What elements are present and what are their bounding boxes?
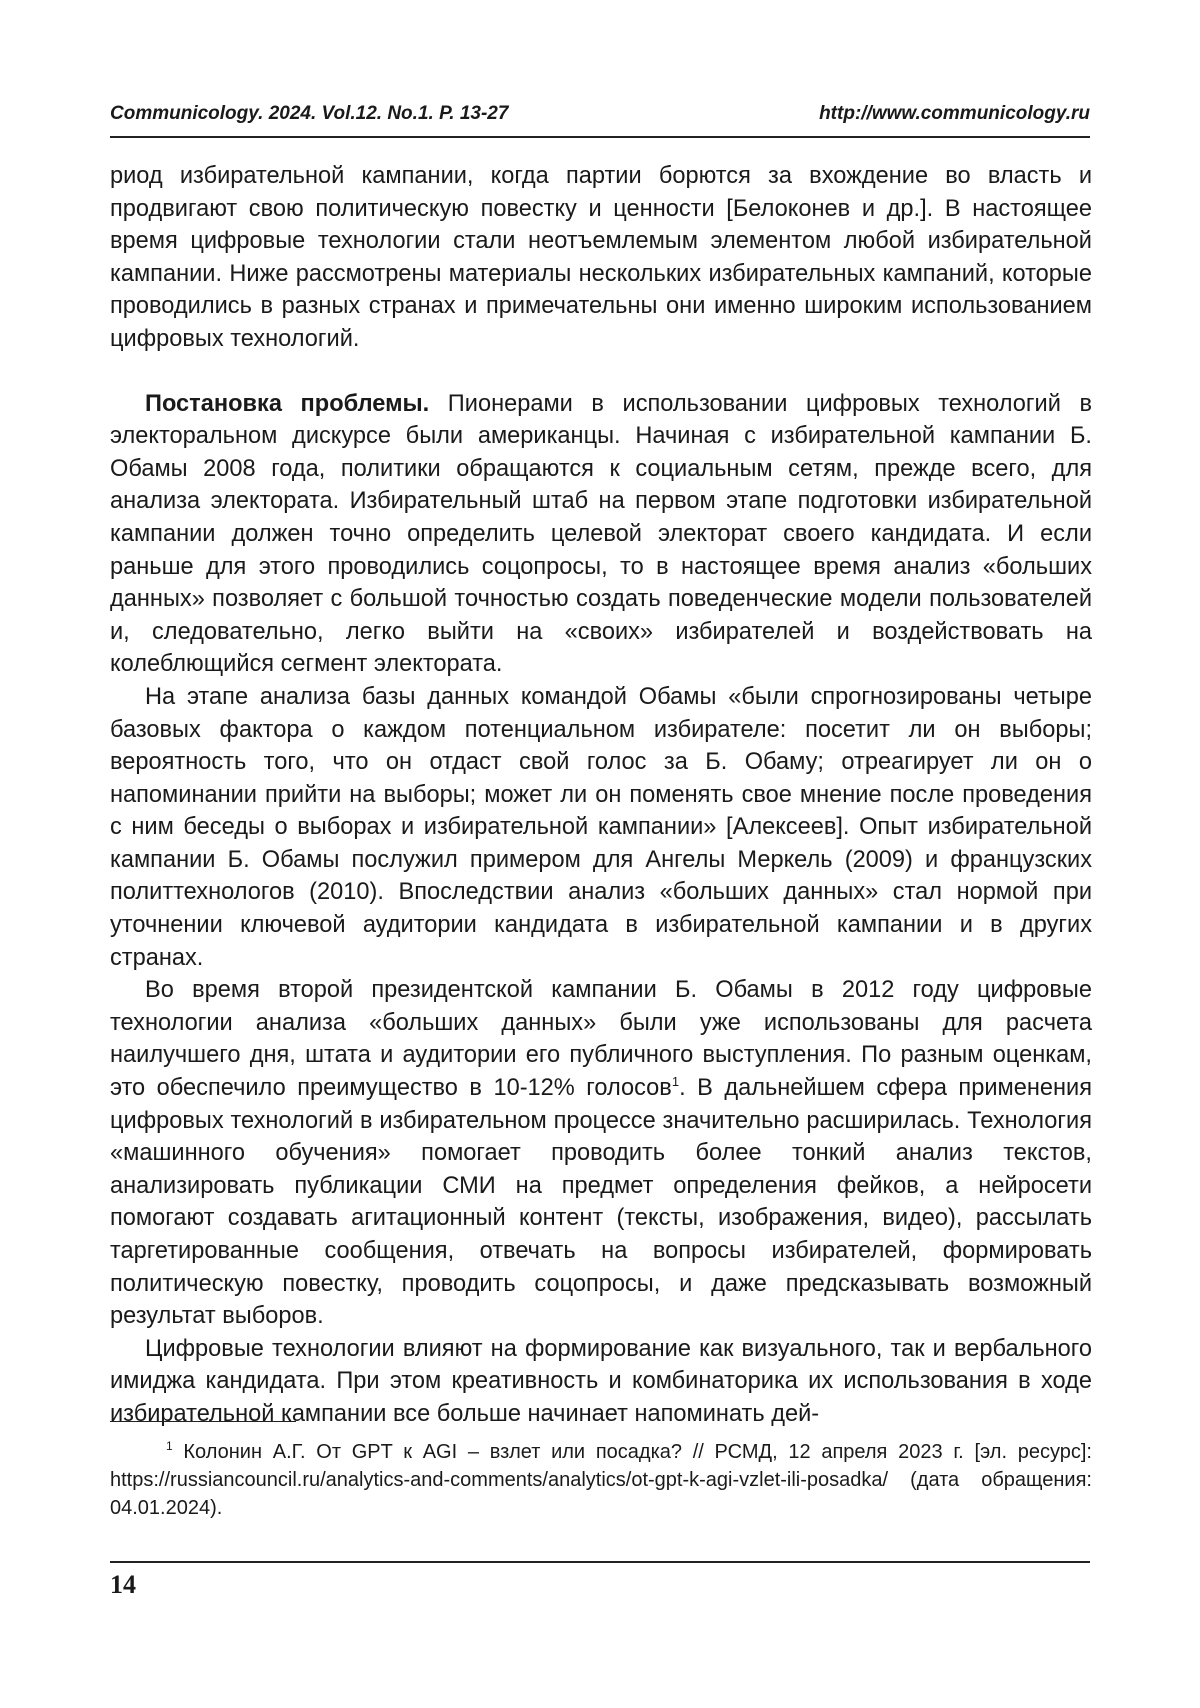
paragraph-2 xyxy=(110,388,1092,681)
journal-reference: Communicology. 2024. Vol.12. No.1. P. 13-27 xyxy=(110,103,509,124)
paragraph-4 xyxy=(110,974,1092,1333)
journal-url: http://www.communicology.ru xyxy=(819,103,1090,124)
running-header xyxy=(110,103,1090,133)
section-heading: Постановка проблемы. xyxy=(145,390,430,417)
header-divider xyxy=(110,136,1090,138)
paragraph-4-text-start: Во время второй президентской кампании Б. Обамы в 2012 году цифровые технологии анализа «больших данных» были уже использованы для расчета наилучшего дня, штата и аудитории его публичного выступления. По разным оценкам, это обеспечило преимущество в 10-12% голосов xyxy=(110,977,1092,1102)
footer-divider xyxy=(110,1561,1090,1563)
footnote-divider xyxy=(110,1421,296,1422)
footnote xyxy=(110,1438,1092,1522)
paragraph-1: риод избирательной кампании, когда партии борются за вхождение во власть и продвигают свою политическую повестку и ценности [Белоконев и др.]. В настоящее время цифровые технологии стали неотъемлемым элементом любой избирательной кампании. Ниже рассмотрены материалы нескольких избирательных кампаний, которые проводились в разных странах и примечательны они именно широким использованием цифровых технологий. xyxy=(110,163,1092,352)
article-body xyxy=(110,160,1092,1431)
paragraph-gap xyxy=(110,356,1092,388)
paragraph-5: Цифровые технологии влияют на формирование как визуального, так и вербального имиджа кандидата. При этом креативность и комбинаторика их использования в ходе избирательной кампании все больше начинает напоминать дей- xyxy=(110,1335,1092,1427)
footnote-reference[interactable]: 1 xyxy=(671,1074,680,1090)
footnote-marker: 1 xyxy=(166,1439,173,1453)
paragraph-2-text: Пионерами в использовании цифровых технологий в электоральном дискурсе были американцы. Начиная с избирательной кампании Б. Обамы 2008 года, политики обращаются к социальным сетям, прежде всего, для анализа электората. Избирательный штаб на первом этапе подготовки избирательной кампании должен точно определить целевой электорат своего кандидата. И если раньше для этого проводились соцопросы, то в настоящее время анализ «больших данных» позволяет с большой точностью создать поведенческие модели пользователей и, следовательно, легко выйти на «своих» избирателей и воздействовать на колеблющийся сегмент электората. xyxy=(110,390,1092,678)
paragraph-3: На этапе анализа базы данных командой Обамы «были спрогнозированы четыре базовых фактора о каждом потенциальном избирателе: посетит ли он выборы; вероятность того, что он отдаст свой голос за Б. Обаму; отреагирует ли он о напоминании прийти на выборы; может ли он поменять свое мнение после проведения с ним беседы о выборах и избирательной кампании» [Алексеев]. Опыт избирательной кампании Б. Обамы послужил примером для Ангелы Меркель (2009) и французских политтехнологов (2010). Впоследствии анализ «больших данных» стал нормой при уточнении ключевой аудитории кандидата в избирательной кампании и в других странах. xyxy=(110,683,1092,971)
paragraph-4-text-end: . В дальнейшем сфера применения цифровых технологий в избирательном процессе значительно расширилась. Технология «машинного обучения» помогает проводить более тонкий анализ текстов, анализировать публикации СМИ на предмет определения фейков, а нейросети помогают создавать агитационный контент (тексты, изображения, видео), рассылать таргетированные сообщения, отвечать на вопросы избирателей, формировать политическую повестку, проводить соцопросы, и даже предсказывать возможный результат выборов. xyxy=(110,1075,1092,1330)
footnote-text: Колонин А.Г. От GPT к AGI – взлет или посадка? // РСМД, 12 апреля 2023 г. [эл. ресурс]: https://russiancouncil.ru/analytics-and-comments/analytics/ot-gpt-k-agi-vzlet-ili-posadka/ (дата обращения: 04.01.2024). xyxy=(110,1441,1092,1519)
page-number: 14 xyxy=(110,1570,136,1599)
